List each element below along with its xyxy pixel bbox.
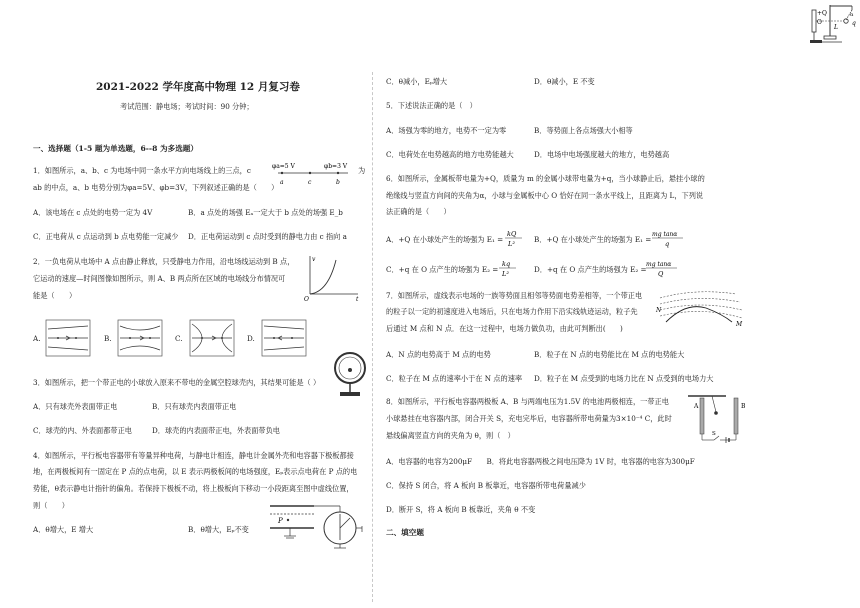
q2-option-d-label[interactable]: D. [247, 334, 255, 343]
q7-stem-line1: 7．如图所示，虚线表示电场的一族等势面且相邻等势面电势差相等，一个带正电 [386, 291, 643, 300]
q6-stem-line2: 绝缘线与竖直方向间的夹角为α，小球与金属板中心 O 恰好在同一条水平线上，且距离为 L，下列说 [386, 191, 704, 200]
q4-stem-line3: 势能，θ表示静电计指针的偏角。若保持下极板不动，将上极板向下移动一小段距离至图中虚线位置， [33, 484, 354, 493]
q5-option-d[interactable]: D．电场中电场强度越大的地方，电势越高 [534, 150, 670, 159]
svg-text:a: a [280, 179, 284, 186]
q2-stem-line1: 2．一负电荷从电场中 A 点由静止释放，只受静电力作用，沿电场线运动到 B 点， [33, 257, 295, 266]
svg-text:mg tanα: mg tanα [652, 231, 678, 238]
svg-text:mg tanα: mg tanα [646, 261, 672, 268]
svg-text:+Q: +Q [817, 10, 827, 17]
svg-text:L: L [834, 24, 838, 31]
svg-text:A: A [694, 403, 699, 410]
svg-text:kq: kq [502, 260, 511, 268]
svg-text:L²: L² [508, 240, 515, 248]
q3-metal-shell-figure [330, 352, 370, 398]
q1-stem-line2: ab 的中点，a、b 电势分别为φa=5V、φb=3V，下列叙述正确的是（ ） [33, 183, 279, 192]
svg-text:O: O [304, 296, 309, 303]
q1-stem-line1-end: 为 [358, 166, 366, 175]
svg-text:B: B [741, 403, 746, 410]
svg-text:φa=5 V: φa=5 V [272, 163, 295, 170]
q4-stem-line1: 4．如图所示，平行板电容器带有等量异种电荷，与静电计相连，静电计金属外壳和电容器下极板都接 [33, 451, 354, 460]
q2-option-b-diagram[interactable] [118, 320, 162, 356]
q6-stem-line3: 法正确的是（ ） [386, 207, 451, 216]
q2-option-a-diagram[interactable] [46, 320, 90, 356]
q4-capacitor-electrometer-figure [268, 492, 368, 552]
q7-equipotential-figure [656, 288, 746, 330]
q2-velocity-time-graph [302, 254, 362, 303]
q2-option-d-diagram[interactable] [262, 320, 306, 356]
q6-option-c[interactable]: C．+q 在 O 点产生的场强为 E₂ = [386, 265, 499, 274]
q1-option-a[interactable]: A．该电场在 c 点处的电势一定为 4V [33, 208, 153, 217]
svg-text:O: O [817, 19, 822, 26]
svg-text:c: c [308, 179, 312, 186]
svg-text:L²: L² [502, 270, 509, 278]
q8-capacitor-circuit-figure [686, 394, 756, 444]
svg-text:q: q [665, 240, 670, 248]
q5-option-b[interactable]: B．等势面上各点场强大小相等 [534, 126, 633, 135]
q7-option-a[interactable]: A．N 点的电势高于 M 点的电势 [386, 350, 491, 359]
q4-stem-line2: 地，在两极板间有一固定在 P 点的点电荷，以 E 表示两极板间的电场强度，Eₚ表示点电荷在 P 点的电 [33, 467, 358, 476]
q2-option-c-label[interactable]: C. [175, 334, 183, 343]
q8-stem-line3: 悬线偏离竖直方向的夹角为 θ，则（ ） [386, 431, 515, 440]
q2-stem-line3: 能是（ ） [33, 291, 77, 300]
svg-text:α: α [850, 12, 854, 18]
svg-text:S: S [712, 431, 716, 437]
q7-stem-line2: 的粒子以一定的初速度进入电场后，只在电场力作用下沿实线轨迹运动，粒子先 [386, 307, 638, 316]
q4-option-c[interactable]: C．θ减小，Eₚ增大 [386, 77, 448, 86]
q4-option-a[interactable]: A．θ增大，E 增大 [33, 525, 94, 534]
q8-stem-line2: 小球悬挂在电容器内部，闭合开关 S，充电完毕后，电容器所带电荷量为3×10⁻⁴ C，此时 [386, 414, 672, 423]
svg-text:kQ: kQ [507, 230, 517, 238]
svg-text:v: v [312, 256, 316, 263]
section-heading-fill: 二、填空题 [386, 528, 424, 537]
q4-option-b[interactable]: B．θ增大，Eₚ不变 [188, 525, 249, 534]
q7-stem-line3: 后通过 M 点和 N 点．在这一过程中，电场力做负功，由此可判断出( ) [386, 324, 623, 333]
svg-text:q: q [852, 20, 856, 27]
q2-option-c-diagram[interactable] [190, 320, 234, 356]
q6-option-d[interactable]: D．+q 在 O 点产生的场强为 E₂ = [534, 265, 647, 274]
svg-text:M: M [736, 321, 743, 328]
q6-option-a[interactable]: A．+Q 在小球处产生的场强为 E₁ = [386, 235, 504, 244]
q1-option-b[interactable]: B．a 点处的场强 Eₐ一定大于 b 点处的场强 E_b [188, 208, 343, 217]
q3-option-c[interactable]: C．球壳的内、外表面都带正电 [33, 426, 132, 435]
q5-option-c[interactable]: C．电荷处在电势越高的地方电势能越大 [386, 150, 514, 159]
q8-stem-line1: 8．如图所示，平行板电容器两极板 A、B 与两端电压为1.5V 的电池两极相连，一带正电 [386, 397, 669, 406]
q7-option-d[interactable]: D．粒子在 M 点受到的电场力比在 N 点受到的电场力大 [534, 374, 714, 383]
q6-corner-figure [812, 2, 860, 48]
q2-option-b-label[interactable]: B. [104, 334, 112, 343]
svg-text:Q: Q [658, 270, 664, 278]
q5-stem: 5．下述说法正确的是（ ） [386, 101, 477, 110]
q1-field-line-figure [264, 160, 354, 190]
q3-option-a[interactable]: A．只有球壳外表面带正电 [33, 402, 118, 411]
q4-option-d[interactable]: D．θ减小，E 不变 [534, 77, 595, 86]
column-divider [372, 72, 373, 602]
q7-option-b[interactable]: B．粒子在 N 点的电势能比在 M 点的电势能大 [534, 350, 685, 359]
svg-text:b: b [336, 179, 340, 186]
q1-option-d[interactable]: D．正电荷运动到 c 点时受到的静电力由 c 指向 a [188, 232, 347, 241]
q2-stem-line2: 它运动的速度—时间图像如图所示，则 A、B 两点所在区域的电场线分布情况可 [33, 274, 286, 283]
q2-option-a-label[interactable]: A. [33, 334, 41, 343]
q4-stem-line4: 则（ ） [33, 501, 69, 510]
q3-stem: 3．如图所示，把一个带正电的小球放入原来不带电的金属空腔球壳内，其结果可能是（ ） [33, 378, 321, 387]
svg-text:φb=3 V: φb=3 V [324, 163, 348, 170]
q8-option-a-b[interactable]: A．电容器的电容为200μF B．将此电容器两极之间电压降为 1V 时，电容器的电容为300μF [386, 457, 695, 466]
q8-option-d[interactable]: D．断开 S，将 A 板向 B 板靠近，夹角 θ 不变 [386, 505, 536, 514]
q3-option-b[interactable]: B．只有球壳内表面带正电 [152, 402, 237, 411]
svg-text:t: t [356, 296, 359, 303]
page-title: 2021-2022 学年度高中物理 12 月复习卷 [96, 81, 300, 93]
svg-text:N: N [656, 307, 662, 314]
svg-text:P: P [278, 517, 283, 525]
q5-option-a[interactable]: A．场强为零的地方，电势不一定为零 [386, 126, 507, 135]
q6-stem-line1: 6．如图所示，金属板带电量为+Q，质量为 m 的金属小球带电量为+q，当小球静止后，悬挂小球的 [386, 174, 705, 183]
exam-scope: 考试范围：静电场；考试时间：90 分钟； [120, 102, 254, 111]
q6-option-b-fraction [651, 228, 687, 250]
q6-option-c-fraction [498, 258, 524, 280]
q1-option-c[interactable]: C．正电荷从 c 点运动到 b 点电势能一定减少 [33, 232, 179, 241]
q3-option-d[interactable]: D．球壳的内表面带正电，外表面带负电 [152, 426, 280, 435]
q8-option-c[interactable]: C．保持 S 闭合，将 A 板向 B 板靠近，电容器所带电荷量减少 [386, 481, 586, 490]
section-heading-choice: 一、选择题（1-5 题为单选题，6--8 为多选题） [33, 144, 198, 153]
q7-option-c[interactable]: C．粒子在 M 点的速率小于在 N 点的速率 [386, 374, 523, 383]
q6-option-b[interactable]: B．+Q 在小球处产生的场强为 E₁ = [534, 235, 652, 244]
q6-option-d-fraction [645, 258, 681, 280]
q1-stem-line1: 1．如图所示，a、b、c 为电场中同一条水平方向电场线上的三点，c [33, 166, 251, 175]
q6-option-a-fraction [504, 228, 530, 250]
